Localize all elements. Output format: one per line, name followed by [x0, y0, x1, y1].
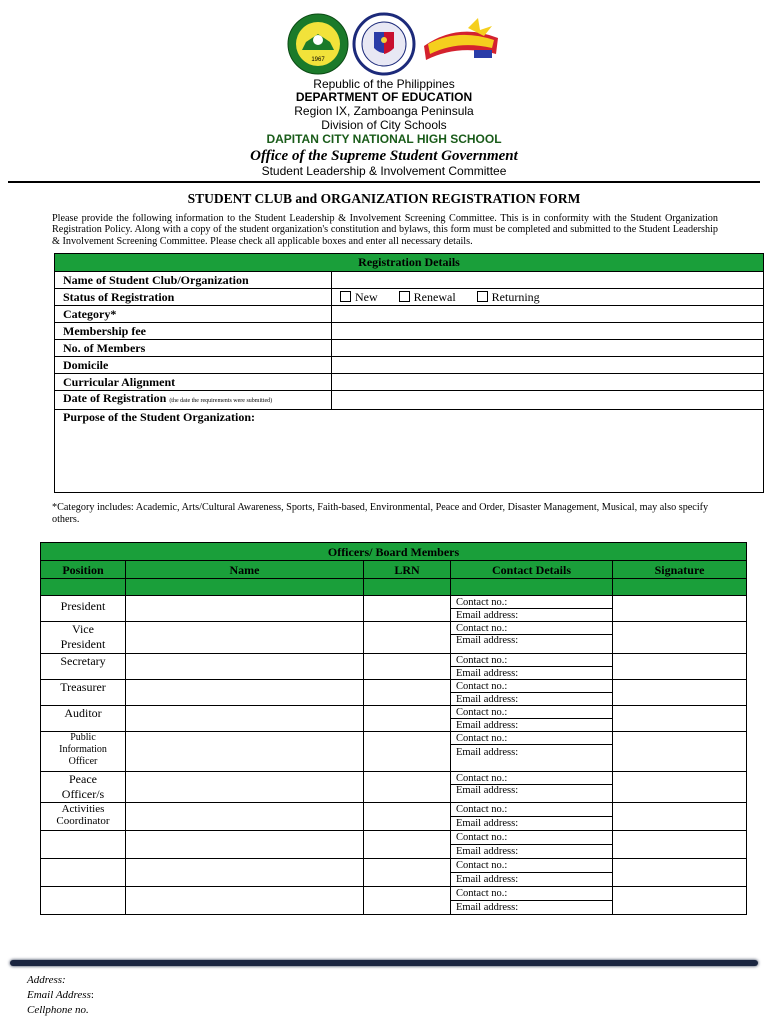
email-cell[interactable]: Email address:	[451, 719, 613, 732]
name-cell[interactable]	[126, 596, 364, 622]
registration-table	[54, 253, 764, 493]
ssg-logo	[418, 16, 502, 72]
email-cell[interactable]: Email address:	[451, 901, 613, 915]
region-line: Region IX, Zamboanga Peninsula	[294, 104, 474, 118]
status-option-renewal[interactable]: Renewal	[397, 290, 456, 304]
name-cell[interactable]	[126, 654, 364, 680]
col-position: Position	[41, 561, 126, 579]
signature-cell[interactable]	[613, 732, 747, 772]
email-cell[interactable]: Email address:	[451, 667, 613, 680]
school-seal-logo	[286, 12, 350, 76]
table-row	[55, 306, 764, 323]
col-signature: Signature	[613, 561, 747, 579]
signature-cell[interactable]	[613, 859, 747, 887]
contact-cell[interactable]: Contact no.:	[451, 859, 613, 873]
position-peace-officer: Peace Officer/s	[41, 772, 126, 803]
email-cell[interactable]: Email address:	[451, 785, 613, 803]
position-treasurer: Treasurer	[41, 680, 126, 706]
col-name: Name	[126, 561, 364, 579]
date-note: (the date the requirements were submitted)	[169, 398, 273, 404]
contact-cell[interactable]: Contact no.:	[451, 596, 613, 609]
name-cell[interactable]	[126, 622, 364, 654]
status-label: Status of Registration	[55, 289, 332, 306]
office-title: Office of the Supreme Student Government	[250, 148, 518, 164]
registration-header: Registration Details	[55, 254, 764, 272]
footer-divider	[10, 960, 758, 966]
signature-cell[interactable]	[613, 772, 747, 803]
table-row	[55, 340, 764, 357]
signature-cell[interactable]	[613, 831, 747, 859]
table-row	[55, 374, 764, 391]
checkbox-new[interactable]	[340, 291, 351, 302]
name-cell[interactable]	[126, 680, 364, 706]
lrn-cell[interactable]	[364, 622, 451, 654]
date-label: Date of Registration (the date the requirements were submitted)	[55, 391, 332, 410]
table-row	[41, 803, 747, 817]
table-row	[41, 831, 747, 845]
table-row	[41, 772, 747, 785]
fee-field[interactable]	[332, 323, 764, 340]
svg-text:1967: 1967	[311, 57, 325, 63]
division-line: Division of City Schools	[321, 118, 447, 132]
contact-cell[interactable]: Contact no.:	[451, 732, 613, 745]
domicile-label: Domicile	[55, 357, 332, 374]
lrn-cell[interactable]	[364, 732, 451, 772]
lrn-cell[interactable]	[364, 654, 451, 680]
contact-cell[interactable]: Contact no.:	[451, 887, 613, 901]
lrn-cell[interactable]	[364, 772, 451, 803]
date-field[interactable]	[332, 391, 764, 410]
members-label: No. of Members	[55, 340, 332, 357]
table-row	[41, 622, 747, 635]
republic-line: Republic of the Philippines	[313, 77, 455, 91]
signature-cell[interactable]	[613, 622, 747, 654]
footer-email: Email Address:	[27, 989, 94, 1001]
signature-cell[interactable]	[613, 596, 747, 622]
email-cell[interactable]: Email address:	[451, 693, 613, 706]
position-cell[interactable]	[41, 831, 126, 859]
table-row	[41, 859, 747, 873]
domicile-field[interactable]	[332, 357, 764, 374]
lrn-cell[interactable]	[364, 680, 451, 706]
table-row	[55, 391, 764, 410]
email-cell[interactable]: Email address:	[451, 873, 613, 887]
position-president: President	[41, 596, 126, 622]
email-cell[interactable]: Email address:	[451, 817, 613, 831]
status-options	[332, 289, 764, 306]
intro-paragraph: Please provide the following information to the Student Leadership & Involvement Screening Committee. This is in conformity with the Student Organization Registration Policy. Along with a copy of the student organization's constitution and bylaws, this form must be completed and submitted to the Student Leadership & Involvement Screening Committee. Please check all applicable boxes and enter all necessary details.	[52, 213, 718, 247]
curricular-label: Curricular Alignment	[55, 374, 332, 391]
deped-seal-logo	[352, 12, 416, 76]
contact-cell[interactable]: Contact no.:	[451, 831, 613, 845]
position-secretary: Secretary	[41, 654, 126, 680]
checkbox-renewal[interactable]	[399, 291, 410, 302]
lrn-cell[interactable]	[364, 803, 451, 831]
lrn-cell[interactable]	[364, 887, 451, 915]
col-contact: Contact Details	[451, 561, 613, 579]
lrn-cell[interactable]	[364, 831, 451, 859]
position-cell[interactable]	[41, 887, 126, 915]
position-cell[interactable]	[41, 859, 126, 887]
members-field[interactable]	[332, 340, 764, 357]
name-cell[interactable]	[126, 831, 364, 859]
contact-cell[interactable]: Contact no.:	[451, 622, 613, 635]
checkbox-returning[interactable]	[477, 291, 488, 302]
table-row	[41, 887, 747, 901]
table-row	[55, 410, 764, 493]
school-name: DAPITAN CITY NATIONAL HIGH SCHOOL	[266, 132, 502, 146]
contact-cell[interactable]: Contact no.:	[451, 654, 613, 667]
name-cell[interactable]	[126, 803, 364, 831]
name-cell[interactable]	[126, 772, 364, 803]
signature-cell[interactable]	[613, 803, 747, 831]
department-line: DEPARTMENT OF EDUCATION	[295, 90, 473, 104]
lrn-cell[interactable]	[364, 596, 451, 622]
name-cell[interactable]	[126, 706, 364, 732]
footer-cellphone: Cellphone no.	[27, 1004, 89, 1016]
contact-cell[interactable]: Contact no.:	[451, 803, 613, 817]
table-row	[55, 272, 764, 289]
contact-cell[interactable]: Contact no.:	[451, 706, 613, 719]
lrn-cell[interactable]	[364, 706, 451, 732]
email-cell[interactable]: Email address:	[451, 635, 613, 654]
status-option-returning[interactable]: Returning	[475, 290, 540, 304]
position-auditor: Auditor	[41, 706, 126, 732]
curricular-field[interactable]	[332, 374, 764, 391]
table-row	[41, 680, 747, 693]
signature-cell[interactable]	[613, 887, 747, 915]
contact-cell[interactable]: Contact no.:	[451, 680, 613, 693]
purpose-label: Purpose of the Student Organization:	[63, 410, 255, 424]
header-divider	[8, 181, 760, 183]
status-option-new[interactable]: New	[338, 290, 378, 304]
org-name-label: Name of Student Club/Organization	[55, 272, 332, 289]
position-pio: Public Information Officer	[41, 732, 126, 772]
position-activities-coordinator: Activities Coordinator	[41, 803, 126, 831]
table-row	[41, 706, 747, 719]
table-row	[41, 654, 747, 667]
signature-cell[interactable]	[613, 706, 747, 732]
org-name-field[interactable]	[332, 272, 764, 289]
email-cell[interactable]: Email address:	[451, 745, 613, 772]
fee-label: Membership fee	[55, 323, 332, 340]
form-title: STUDENT CLUB and ORGANIZATION REGISTRATION FORM	[187, 191, 581, 206]
position-vice-president: Vice President	[41, 622, 126, 654]
table-row	[55, 323, 764, 340]
col-lrn: LRN	[364, 561, 451, 579]
category-note: *Category includes: Academic, Arts/Cultural Awareness, Sports, Faith-based, Environmental, Peace and Order, Disaster Management, Musical, may also specify others.	[52, 502, 709, 525]
officers-table	[40, 542, 747, 915]
category-field[interactable]	[332, 306, 764, 323]
footer-address: Address:	[27, 974, 66, 986]
table-row	[41, 596, 747, 609]
committee-line: Student Leadership & Involvement Committee	[261, 164, 507, 178]
contact-cell[interactable]: Contact no.:	[451, 772, 613, 785]
table-row	[55, 357, 764, 374]
purpose-field[interactable]	[55, 410, 764, 493]
category-label: Category*	[55, 306, 332, 323]
email-cell[interactable]: Email address:	[451, 845, 613, 859]
signature-cell[interactable]	[613, 680, 747, 706]
officers-header: Officers/ Board Members	[41, 543, 747, 561]
name-cell[interactable]	[126, 732, 364, 772]
email-cell[interactable]: Email address:	[451, 609, 613, 622]
name-cell[interactable]	[126, 859, 364, 887]
signature-cell[interactable]	[613, 654, 747, 680]
lrn-cell[interactable]	[364, 859, 451, 887]
table-row	[55, 289, 764, 306]
table-row	[41, 732, 747, 745]
name-cell[interactable]	[126, 887, 364, 915]
